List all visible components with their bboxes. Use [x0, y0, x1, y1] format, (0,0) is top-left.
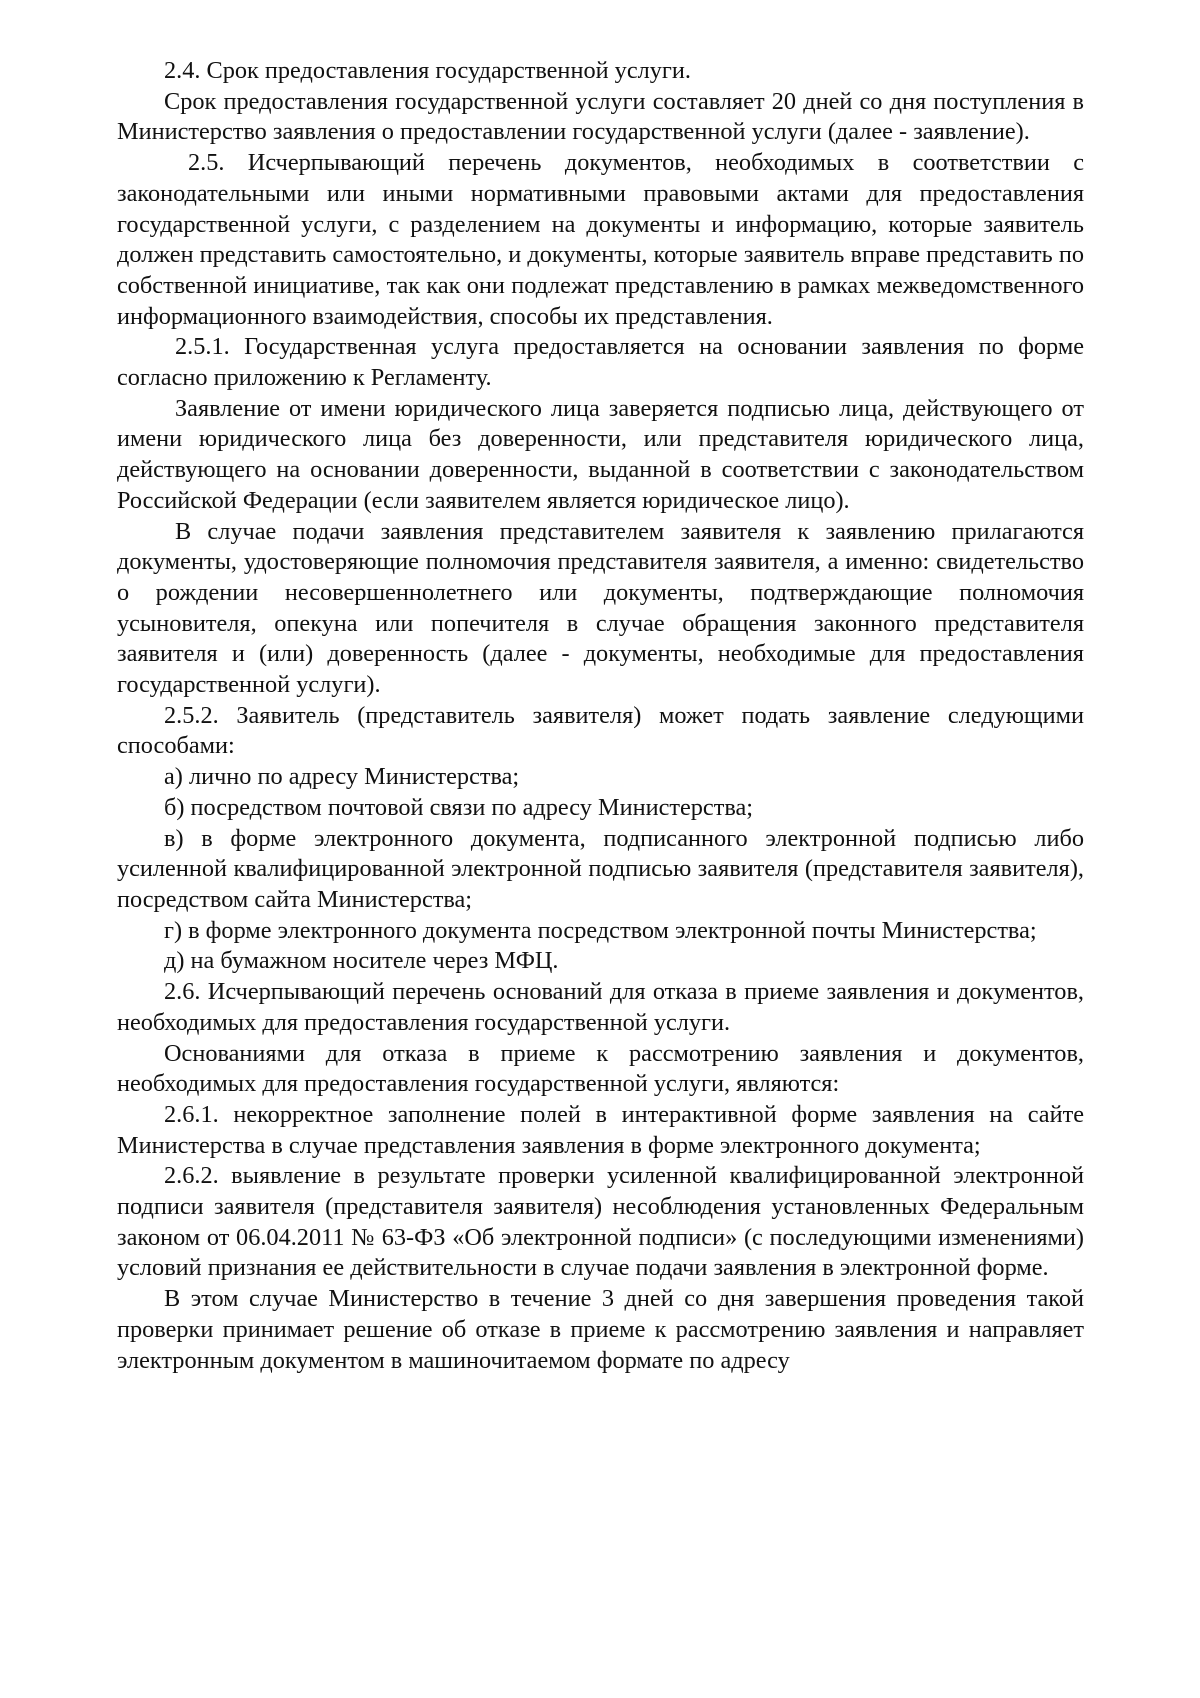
section-2-4-heading: 2.4. Срок предоставления государственной услуги. — [164, 57, 691, 84]
list-item: г) в форме электронного документа посредством электронной почты Министерства; — [164, 916, 1037, 944]
ministry-decision-paragraph: В этом случае Министерство в течение 3 дней со дня завершения проведения такой проверки принимает решение об отказе в приеме к рассмотрению заявления и направляет электронным документом в машиночитаемом формате по адресу — [117, 1285, 1084, 1374]
refusal-grounds-intro-paragraph: Основаниями для отказа в приеме к рассмотрению заявления и документов, необходимых для предоставления государственной услуги, являются: — [117, 1039, 1084, 1098]
legal-entity-application-paragraph: Заявление от имени юридического лица заверяется подписью лица, действующего от имени юридического лица без доверенности, или представителя юридического лица, действующего на основании доверенности, выданной в соответствии с законодательством Российской Федерации (если заявителем является юридическое лицо). — [117, 394, 1084, 514]
section-2-6-2-paragraph: 2.6.2. выявление в результате проверки усиленной квалифицированной электронной подписи заявителя (представителя заявителя) несоблюдения установленных Федеральным законом от 06.04.2011 № 63-ФЗ «Об электронной подписи» (с последующими изменениями) условий признания ее действительности в случае подачи заявления в электронной форме. — [117, 1162, 1084, 1282]
section-2-5-heading: 2.5. Исчерпывающий перечень документов, необходимых в соответствии с законодательными или иными нормативными правовыми актами для предоставления государственной услуги, с разделением на документы и информацию, которые заявитель должен представить самостоятельно, и документы, которые заявитель вправе представить по собственной инициативе, так как они подлежат представлению в рамках межведомственного информационного взаимодействия, способы их представления. — [117, 149, 1084, 330]
list-item: б) посредством почтовой связи по адресу Министерства; — [164, 793, 754, 821]
list-item: д) на бумажном носителе через МФЦ. — [164, 947, 559, 975]
document-body — [117, 56, 1084, 1376]
list-item: в) в форме электронного документа, подписанного электронной подписью либо усиленной квалифицированной электронной подписью заявителя (представителя заявителя), посредством сайта Министерства; — [117, 824, 1084, 913]
representative-documents-paragraph: В случае подачи заявления представителем заявителя к заявлению прилагаются документы, удостоверяющие полномочия представителя заявителя, а именно: свидетельство о рождении несовершеннолетнего или документы, подтверждающие полномочия усыновителя, опекуна или попечителя в случае обращения законного представителя заявителя и (или) доверенность (далее - документы, необходимые для предоставления государственной услуги). — [117, 517, 1084, 699]
section-2-5-1-paragraph: 2.5.1. Государственная услуга предоставляется на основании заявления по форме согласно приложению к Регламенту. — [117, 333, 1084, 392]
section-2-6-heading: 2.6. Исчерпывающий перечень оснований для отказа в приеме заявления и документов, необходимых для предоставления государственной услуги. — [117, 978, 1084, 1036]
section-2-6-1-paragraph: 2.6.1. некорректное заполнение полей в интерактивной форме заявления на сайте Министерства в случае представления заявления в форме электронного документа; — [117, 1100, 1084, 1159]
section-2-5-2-paragraph: 2.5.2. Заявитель (представитель заявителя) может подать заявление следующими способами: — [117, 701, 1084, 760]
service-term-paragraph: Срок предоставления государственной услуги составляет 20 дней со дня поступления в Министерство заявления о предоставлении государственной услуги (далее - заявление). — [117, 87, 1084, 146]
list-item: а) лично по адресу Министерства; — [164, 763, 520, 791]
